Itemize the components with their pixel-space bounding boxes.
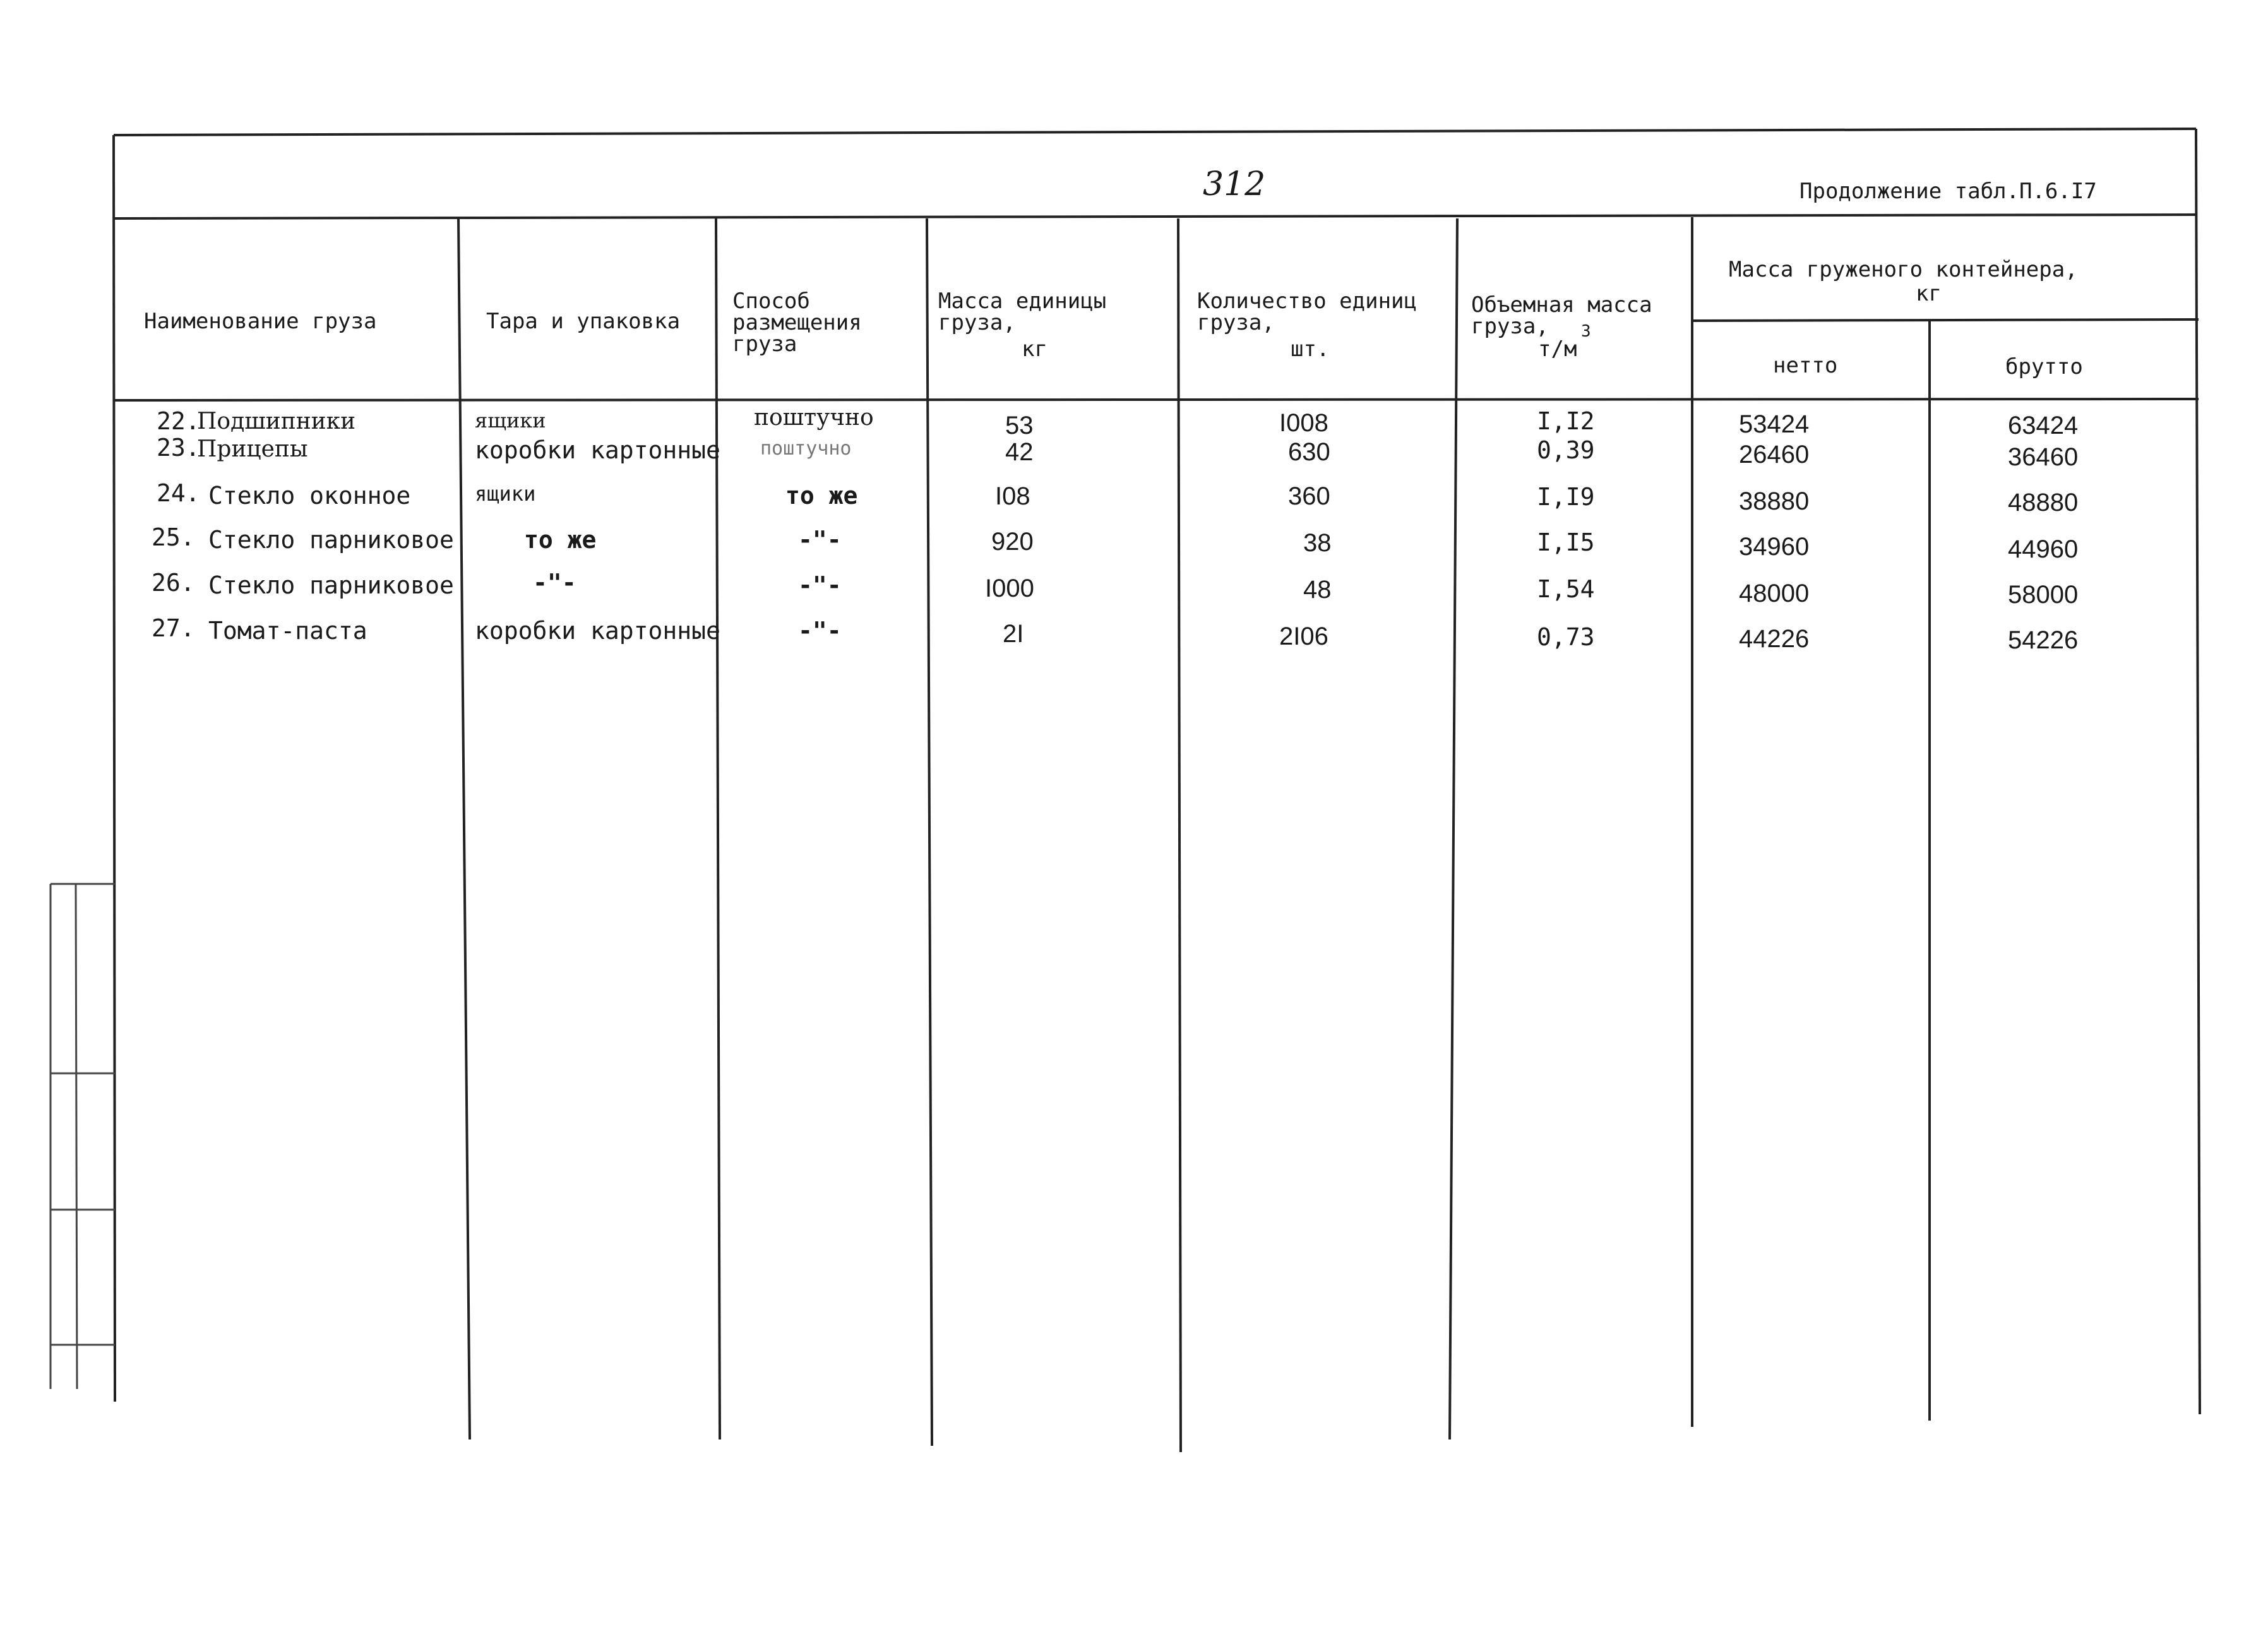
unit-count: 630 bbox=[1288, 438, 1330, 466]
packaging: ящики bbox=[475, 482, 536, 506]
brutto-value: 48880 bbox=[2008, 489, 2079, 516]
unit-mass: 2I bbox=[1003, 620, 1024, 648]
volume-mass: 0,39 bbox=[1537, 436, 1595, 464]
unit-count: I008 bbox=[1279, 409, 1328, 437]
unit-mass: 53 bbox=[1005, 412, 1034, 439]
header-count-2: груза, bbox=[1197, 310, 1275, 335]
packaging: коробки картонные bbox=[475, 436, 720, 464]
row-number: 27. bbox=[152, 614, 195, 642]
header-packaging: Тара и упаковка bbox=[486, 309, 681, 334]
placement: поштучно bbox=[754, 405, 874, 431]
unit-count: 38 bbox=[1303, 529, 1332, 557]
header-placement-2: размещения bbox=[732, 310, 862, 335]
header-placement-3: груза bbox=[732, 331, 797, 357]
netto-value: 26460 bbox=[1739, 441, 1810, 468]
brutto-value: 58000 bbox=[2008, 581, 2079, 609]
netto-value: 53424 bbox=[1739, 410, 1810, 438]
unit-mass: 920 bbox=[991, 528, 1034, 556]
volume-mass: I,I2 bbox=[1537, 407, 1595, 435]
header-volume-1: Объемная масса bbox=[1471, 292, 1652, 318]
placement: -"- bbox=[798, 571, 842, 599]
volume-mass: I,I5 bbox=[1537, 528, 1595, 556]
header-volume-3: т/м bbox=[1538, 337, 1577, 362]
header-unit-mass-2: груза, bbox=[938, 310, 1016, 335]
unit-mass: 42 bbox=[1005, 438, 1034, 466]
packaging: -"- bbox=[533, 569, 576, 597]
header-container-1: Масса груженого контейнера, bbox=[1729, 257, 2078, 282]
cargo-name: Подшипники bbox=[197, 408, 356, 434]
volume-mass: I,54 bbox=[1537, 575, 1595, 603]
header-count-3: шт. bbox=[1291, 337, 1330, 362]
header-name: Наименование груза bbox=[144, 309, 377, 334]
cargo-name: Томат-паста bbox=[208, 617, 367, 645]
row-number: 24. bbox=[157, 479, 200, 507]
row-number: 25. bbox=[152, 523, 195, 551]
placement: -"- bbox=[798, 617, 842, 645]
brutto-value: 36460 bbox=[2008, 443, 2079, 471]
cargo-name: Прицепы bbox=[197, 436, 308, 462]
header-volume-2: груза, bbox=[1471, 314, 1549, 339]
header-volume-sup: 3 bbox=[1581, 322, 1591, 341]
unit-count: 360 bbox=[1288, 482, 1330, 510]
header-unit-mass-1: Масса единицы bbox=[938, 289, 1107, 314]
placement: поштучно bbox=[760, 438, 852, 460]
packaging: то же bbox=[524, 526, 597, 554]
netto-value: 44226 bbox=[1739, 625, 1810, 653]
unit-mass: I000 bbox=[985, 575, 1034, 602]
cargo-name: Стекло парниковое bbox=[208, 571, 454, 599]
continuation-note: Продолжение табл.П.6.I7 bbox=[1799, 179, 2097, 204]
unit-mass: I08 bbox=[995, 482, 1030, 510]
header-brutto: брутто bbox=[2005, 354, 2083, 379]
placement: -"- bbox=[798, 526, 842, 554]
netto-value: 34960 bbox=[1739, 533, 1810, 561]
header-unit-mass-3: кг bbox=[1022, 337, 1047, 362]
unit-count: 48 bbox=[1303, 576, 1332, 604]
placement: то же bbox=[785, 482, 858, 510]
packaging: ящики bbox=[475, 408, 546, 432]
netto-value: 38880 bbox=[1739, 487, 1810, 515]
row-number: 23. bbox=[157, 434, 200, 462]
volume-mass: I,I9 bbox=[1537, 483, 1595, 511]
unit-count: 2I06 bbox=[1279, 623, 1328, 650]
brutto-value: 63424 bbox=[2008, 412, 2079, 439]
cargo-name: Стекло парниковое bbox=[208, 526, 454, 554]
packaging: коробки картонные bbox=[475, 617, 720, 645]
row-number: 22. bbox=[157, 407, 200, 435]
netto-value: 48000 bbox=[1739, 580, 1810, 607]
cargo-name: Стекло оконное bbox=[208, 482, 411, 510]
row-number: 26. bbox=[152, 569, 195, 597]
brutto-value: 54226 bbox=[2008, 626, 2079, 654]
header-container-2: кг bbox=[1916, 281, 1942, 306]
brutto-value: 44960 bbox=[2008, 535, 2079, 563]
page-number: 312 bbox=[1203, 165, 1266, 203]
header-count-1: Количество единиц bbox=[1197, 289, 1417, 314]
volume-mass: 0,73 bbox=[1537, 623, 1595, 651]
header-netto: нетто bbox=[1773, 353, 1838, 378]
header-placement-1: Способ bbox=[732, 289, 810, 314]
